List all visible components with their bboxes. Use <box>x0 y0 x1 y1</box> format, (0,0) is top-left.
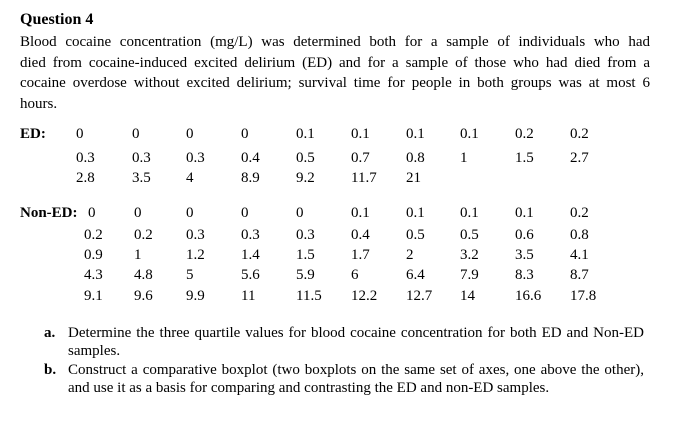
table-cell: 11.5 <box>296 288 322 304</box>
task-item-a <box>44 324 644 360</box>
table-cell: 0.3 <box>186 150 205 166</box>
table-cell: 4.1 <box>570 247 589 263</box>
table-cell: 0.3 <box>132 150 151 166</box>
table-cell: 1.5 <box>296 247 315 263</box>
table-cell: 5.9 <box>296 267 315 283</box>
table-cell: 0.5 <box>406 227 425 243</box>
table-cell: 0.6 <box>515 227 534 243</box>
table-cell: 0.4 <box>241 150 260 166</box>
table-cell: 0 <box>132 126 140 142</box>
table-cell: 0.1 <box>351 205 370 221</box>
table-cell: 3.2 <box>460 247 479 263</box>
table-cell: 0.8 <box>406 150 425 166</box>
table-cell: 0.2 <box>515 126 534 142</box>
table-cell: 11.7 <box>351 170 377 186</box>
table-cell: 0 <box>76 126 84 142</box>
table-cell: 0.2 <box>134 227 153 243</box>
table-cell: 0.9 <box>84 247 103 263</box>
table-cell: 4.3 <box>84 267 103 283</box>
table-cell: 0.1 <box>460 126 479 142</box>
table-cell: 0.7 <box>351 150 370 166</box>
intro-line: cocaine overdose without excited delirium; survival time for people in both groups was at most 6 <box>20 75 650 91</box>
table-cell: 1.7 <box>351 247 370 263</box>
task-marker: a. <box>44 325 56 341</box>
table-cell: 1 <box>134 247 142 263</box>
table-cell: 3.5 <box>132 170 151 186</box>
table-cell: 3.5 <box>515 247 534 263</box>
table-cell: 21 <box>406 170 421 186</box>
table-cell: 14 <box>460 288 475 304</box>
table-cell: 0.1 <box>296 126 315 142</box>
table-cell: 8.3 <box>515 267 534 283</box>
table-cell: 0 <box>186 205 194 221</box>
question-title: Question 4 <box>20 11 94 28</box>
table-cell: 0 <box>241 126 249 142</box>
table-cell: 8.9 <box>241 170 260 186</box>
table-cell: 1.4 <box>241 247 260 263</box>
table-cell: 0.1 <box>406 126 425 142</box>
task-text: Construct a comparative boxplot (two boxplots on the same set of axes, one above the other), and use it as a basis for comparing and contrasting the ED and non-ED samples. <box>68 362 644 396</box>
table-cell: 6.4 <box>406 267 425 283</box>
question-intro <box>20 32 650 114</box>
table-cell: 5.6 <box>241 267 260 283</box>
table-cell: 0.1 <box>515 205 534 221</box>
table-cell: 4 <box>186 170 194 186</box>
table-cell: 0.5 <box>296 150 315 166</box>
intro-line: Blood cocaine concentration (mg/L) was determined both for a sample of individuals who had <box>20 34 650 50</box>
table-cell: 9.6 <box>134 288 153 304</box>
task-text: Determine the three quartile values for blood cocaine concentration for both ED and Non-ED samples. <box>68 325 644 359</box>
table-cell: 1.5 <box>515 150 534 166</box>
table-cell: 9.2 <box>296 170 315 186</box>
table-cell: 5 <box>186 267 194 283</box>
table-cell: 0.3 <box>296 227 315 243</box>
table-cell: 0 <box>88 205 96 221</box>
table-cell: 8.7 <box>570 267 589 283</box>
table-cell: 9.1 <box>84 288 103 304</box>
table-cell: 0 <box>296 205 304 221</box>
table-cell: 12.7 <box>406 288 433 304</box>
intro-line: died from cocaine-induced excited delirium (ED) and for a sample of those who had died from a <box>20 54 650 71</box>
table-cell: 1.2 <box>186 247 205 263</box>
table-cell: 0.1 <box>406 205 425 221</box>
table-cell: 0.2 <box>84 227 103 243</box>
table-cell: 7.9 <box>460 267 479 283</box>
table-cell: 17.8 <box>570 288 597 304</box>
table-cell: 6 <box>351 267 359 283</box>
table-cell: 4.8 <box>134 267 153 283</box>
table-cell: 2 <box>406 247 414 263</box>
table-cell: 0.1 <box>351 126 370 142</box>
table-cell: 2.7 <box>570 150 589 166</box>
table-cell: 2.8 <box>76 170 95 186</box>
table-cell: 0.2 <box>570 205 589 221</box>
table-cell: 9.9 <box>186 288 205 304</box>
intro-line: hours. <box>20 95 58 112</box>
table-cell: 0.5 <box>460 227 479 243</box>
task-list <box>44 324 644 398</box>
table-cell: 11 <box>241 288 256 304</box>
table-cell: 0 <box>186 126 194 142</box>
non-ed-label: Non-ED: <box>20 205 78 221</box>
task-item-b <box>44 361 644 397</box>
table-cell: 0.2 <box>570 126 589 142</box>
table-cell: 0.4 <box>351 227 370 243</box>
table-cell: 0.3 <box>76 150 95 166</box>
table-cell: 12.2 <box>351 288 378 304</box>
table-cell: 16.6 <box>515 288 542 304</box>
table-cell: 0.3 <box>186 227 205 243</box>
table-cell: 0.3 <box>241 227 260 243</box>
table-cell: 0 <box>134 205 142 221</box>
table-cell: 0.8 <box>570 227 589 243</box>
table-cell: 1 <box>460 150 468 166</box>
ed-label: ED: <box>20 126 46 142</box>
table-cell: 0.1 <box>460 205 479 221</box>
task-marker: b. <box>44 362 57 378</box>
table-cell: 0 <box>241 205 249 221</box>
